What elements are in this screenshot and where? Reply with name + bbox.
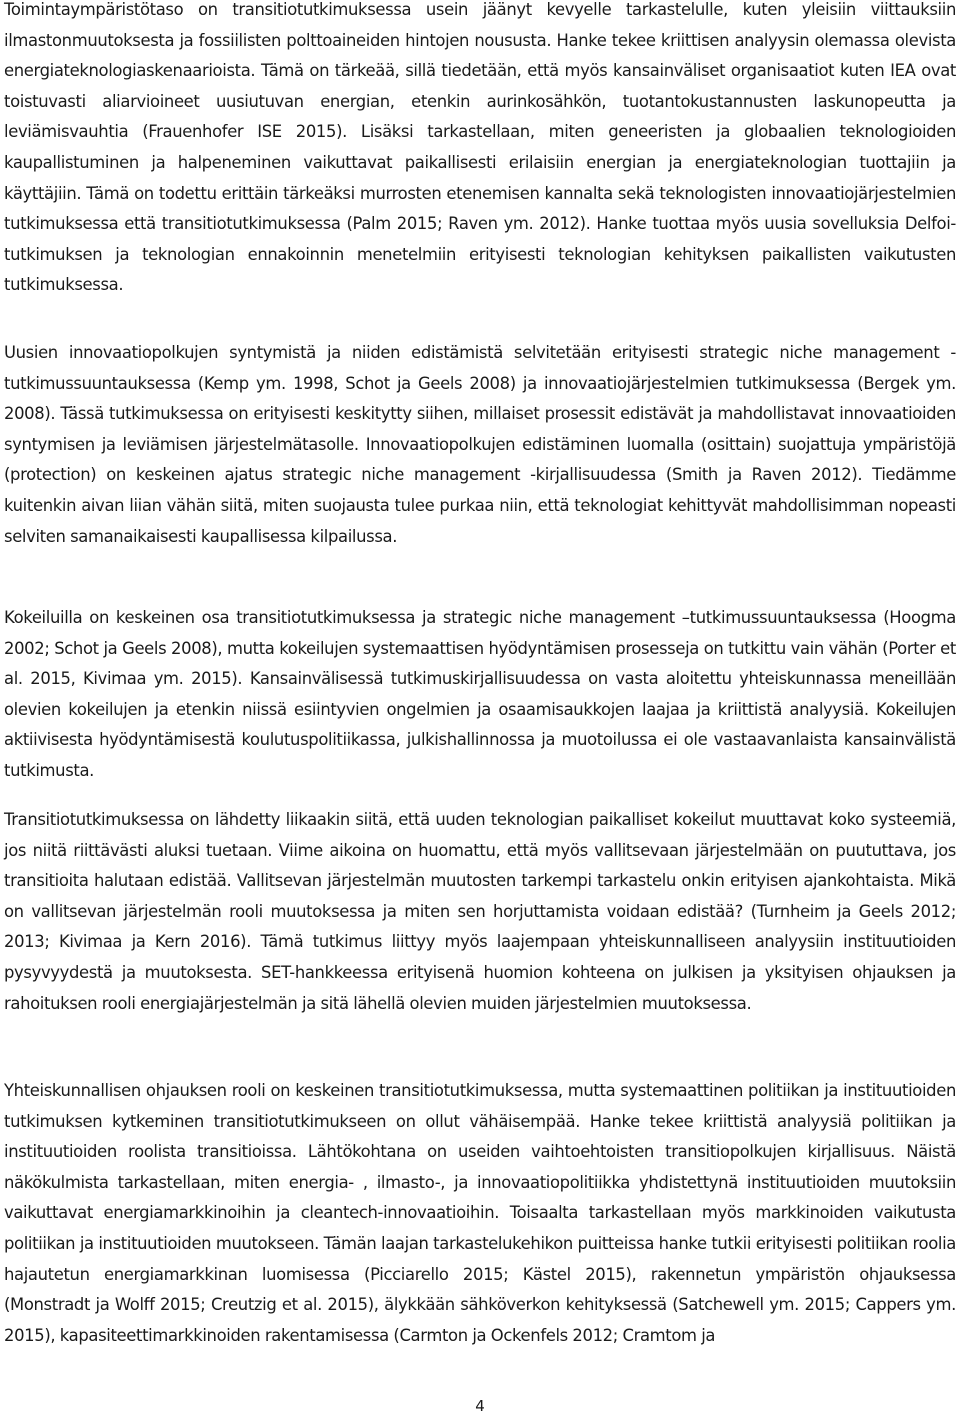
paragraph-innovation-pathways: Uusien innovaatiopolkujen syntymistä ja niiden edistämistä selvitetään erityisesti strategic niche management -tutkimussuuntauksessa (Kemp ym. 1998, Schot ja Geels 2008) ja innovaatiojärjestelmien tutkimuksessa (Bergek ym. 2008). Tässä tutkimuksessa on erityisesti keskitytty siihen, millaiset prosessit edistävät ja mahdollistavat innovaatioiden syntymisen ja leviämisen järjestelmätasolle. Innovaatiopolkujen edistäminen luomalla (osittain) suojattuja ympäristöjä (protection) on keskeinen ajatus strategic niche management -kirjallisuudessa (Smith ja Raven 2012). Tiedämme kuitenkin aivan liian vähän siitä, miten suojausta tulee purkaa niin, että teknologiat kehittyvät mahdollisimman nopeasti selviten samanaikaisesti kaupallisessa kilpailussa. [4,343,956,546]
paragraph-operating-environment: Toimintaympäristötaso on transitiotutkimuksessa usein jäänyt kevyelle tarkastelulle, kuten yleisiin viittauksiin ilmastonmuutoksesta ja fossiilisten polttoaineiden hintojen noususta. Hanke tekee kriittisen analyysin olemassa olevista energiateknologiaskenaarioista. Tämä on tärkeää, sillä tiedetään, että myös kansainväliset organisaatiot kuten IEA ovat toistuvasti aliarvioineet uusiutuvan energian, etenkin aurinkosähkön, tuotantokustannusten laskunopeutta ja leviämisvauhtia (Frauenhofer ISE 2015). Lisäksi tarkastellaan, miten geneeristen ja globaalien teknologioiden kaupallistuminen ja halpeneminen vaikuttavat paikallisesti erilaisiin energian ja energiateknologian tuottajiin ja käyttäjiin. Tämä on todettu erittäin tärkeäksi murrosten etenemisen kannalta sekä teknologisten innovaatiojärjestelmien tutkimuksessa että transitiotutkimuksessa (Palm 2015; Raven ym. 2012). Hanke tuottaa myös uusia sovelluksia Delfoi-tutkimuksen ja teknologian ennakoinnin menetelmiin erityisesti teknologian kehityksen paikallisten vaikutusten tutkimuksessa. [4,0,956,295]
paragraph-policy-role: Yhteiskunnallisen ohjauksen rooli on keskeinen transitiotutkimuksessa, mutta systemaattinen politiikan ja instituutioiden tutkimuksen kytkeminen transitiotutkimukseen on ollut vähäisempää. Hanke tekee kriittistä analyysiä politiikan ja instituutioiden roolista transitioissa. Lähtökohtana on useiden vaihtoehtoisten transitiopolkujen kirjallisuus. Näistä näkökulmista tarkastellaan, miten energia- , ilmasto-, ja innovaatiopolitiikka yhdistettynä instituutioiden muutoksiin vaikuttavat energiamarkkinoihin ja cleantech-innovaatioihin. Toisaalta tarkastellaan myös markkinoiden vaikutusta politiikan ja instituutioiden muutokseen. Tämän laajan tarkastelukehikon puitteissa hanke tutkii erityisesti politiikan roolia hajautetun energiamarkkinan luomisessa (Picciarello 2015; Kästel 2015), rakennetun ympäristön ohjauksessa (Monstradt ja Wolff 2015; Creutzig et al. 2015), älykkään sähköverkon kehityksessä (Satchewell ym. 2015; Cappers ym. 2015), kapasiteettimarkkinoiden rakentamisessa (Carmton ja Ockenfels 2012; Cramtom ja [4,1081,956,1345]
paragraph-experiments: Kokeiluilla on keskeinen osa transitiotutkimuksessa ja strategic niche management –tutkimussuuntauksessa (Hoogma 2002; Schot ja Geels 2008), mutta kokeilujen systemaattisen hyödyntämisen prosesseja on tutkittu vain vähän (Porter et al. 2015, Kivimaa ym. 2015). Kansainvälisessä tutkimuskirjallisuudessa on vasta aloitettu yhteiskunnassa meneillään olevien kokeilujen ja etenkin niissä esiintyvien ongelmien ja osaamisaukkojen laajaa ja kriittistä analyysiä. Kokeilujen aktiivisesta hyödyntämisestä koulutuspolitiikassa, julkishallinnossa ja muotoilussa ei ole vastaavanlaista kansainvälistä tutkimusta. [4,608,956,780]
paragraph-incumbent-system: Transitiotutkimuksessa on lähdetty liikaakin siitä, että uuden teknologian paikalliset kokeilut muuttavat koko systeemiä, jos niitä riittävästi aluksi tuetaan. Viime aikoina on huomattu, että myös vallitsevaan järjestelmään on puututtava, jos transitioita halutaan edistää. Vallitsevan järjestelmän muutosten tarkempi tarkastelu onkin erityisen ajankohtaista. Mikä on vallitsevan järjestelmän rooli muutoksessa ja miten sen horjuttamista voidaan edistää? (Turnheim ja Geels 2012; 2013; Kivimaa ja Kern 2016). Tämä tutkimus liittyy myös laajempaan yhteiskunnalliseen analyysiin instituutioiden pysyvyydestä ja muutoksesta. SET-hankkeessa erityisenä huomion kohteena on julkisen ja yksityisen ohjauksen ja rahoituksen rooli energiajärjestelmän ja sitä lähellä olevien muiden järjestelmien muutoksessa. [4,810,956,1013]
page-number: 4 [475,1397,485,1415]
